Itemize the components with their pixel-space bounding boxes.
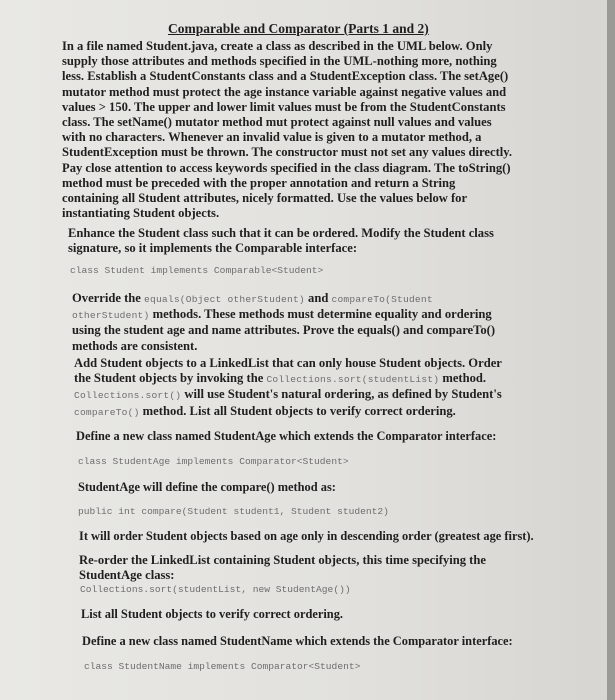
code-compare-signature: public int compare(Student student1, Student student2) xyxy=(78,506,389,517)
override-text-2: and xyxy=(304,291,332,305)
linkedlist-text-2: method. xyxy=(439,371,487,386)
verify-ordering-line: List all Student objects to verify correct ordering. xyxy=(81,607,343,621)
code-class-studentage: class StudentAge implements Comparator<Student> xyxy=(78,456,349,467)
linkedlist-text-4: method. List all Student objects to verify correct ordering. xyxy=(139,403,456,418)
code-equals: equals(Object otherStudent) xyxy=(144,294,305,305)
code-collections-sort-list: Collections.sort(studentList) xyxy=(266,374,440,386)
override-paragraph xyxy=(72,291,508,354)
override-text-3: methods. These methods must determine equality and ordering using the student age and name attributes. Prove the equals() and compareTo() methods are consistent. xyxy=(72,307,496,353)
code-class-studentname: class StudentName implements Comparator<Student> xyxy=(84,661,361,672)
code-collections-sort: Collections.sort() xyxy=(74,390,182,402)
override-text-1: Override the xyxy=(72,291,145,305)
intro-paragraph: In a file named Student.java, create a class as described in the UML below. Only supply those attributes and methods specified in the UML-nothing more, nothing less. Establish a StudentConstants class and a StudentException class. The setAge() mutator method must protect the age instance variable against negative values and values > 150. The upper and lower limit values must be from the StudentConstants class. The setName() mutator method mut protect against null values and values with no characters. Whenever an invalid value is given to a mutator method, a StudentException must be thrown. The constructor must not set any values directly. Pay close attention to access keywords specified in the class diagram. The toString() method must be preceded with the proper annotation and return a String containing all Student attributes, nicely formatted. Use the values below for instantiating Student objects. xyxy=(62,39,513,221)
linkedlist-paragraph xyxy=(74,356,510,420)
code-compareto-ref: compareTo() xyxy=(74,406,140,418)
code-sort-studentage: Collections.sort(studentList, new StudentAge()) xyxy=(80,584,351,595)
document-title: Comparable and Comparator (Parts 1 and 2) xyxy=(168,21,429,36)
studentage-compare-line: StudentAge will define the compare() method as: xyxy=(78,480,336,494)
studentname-define-line: Define a new class named StudentName which extends the Comparator interface: xyxy=(82,634,513,648)
studentage-define-line: Define a new class named StudentAge which extends the Comparator interface: xyxy=(76,429,497,443)
enhance-paragraph: Enhance the Student class such that it can be ordered. Modify the Student class signature, so it implements the Comparable interface: xyxy=(68,226,494,256)
reorder-paragraph: Re-order the LinkedList containing Student objects, this time specifying the StudentAge class: xyxy=(79,553,486,583)
code-compareto: compareTo(Student otherStudent) xyxy=(72,294,433,322)
linkedlist-text-1: Add Student objects to a LinkedList that can only house Student objects. Order the Student objects by invoking the xyxy=(74,356,502,386)
page-edge-shadow xyxy=(607,0,615,700)
age-order-line: It will order Student objects based on age only in descending order (greatest age first). xyxy=(79,529,534,543)
code-class-student: class Student implements Comparable<Student> xyxy=(70,265,324,276)
linkedlist-text-3: will use Student's natural ordering, as defined by Student's xyxy=(181,387,502,402)
